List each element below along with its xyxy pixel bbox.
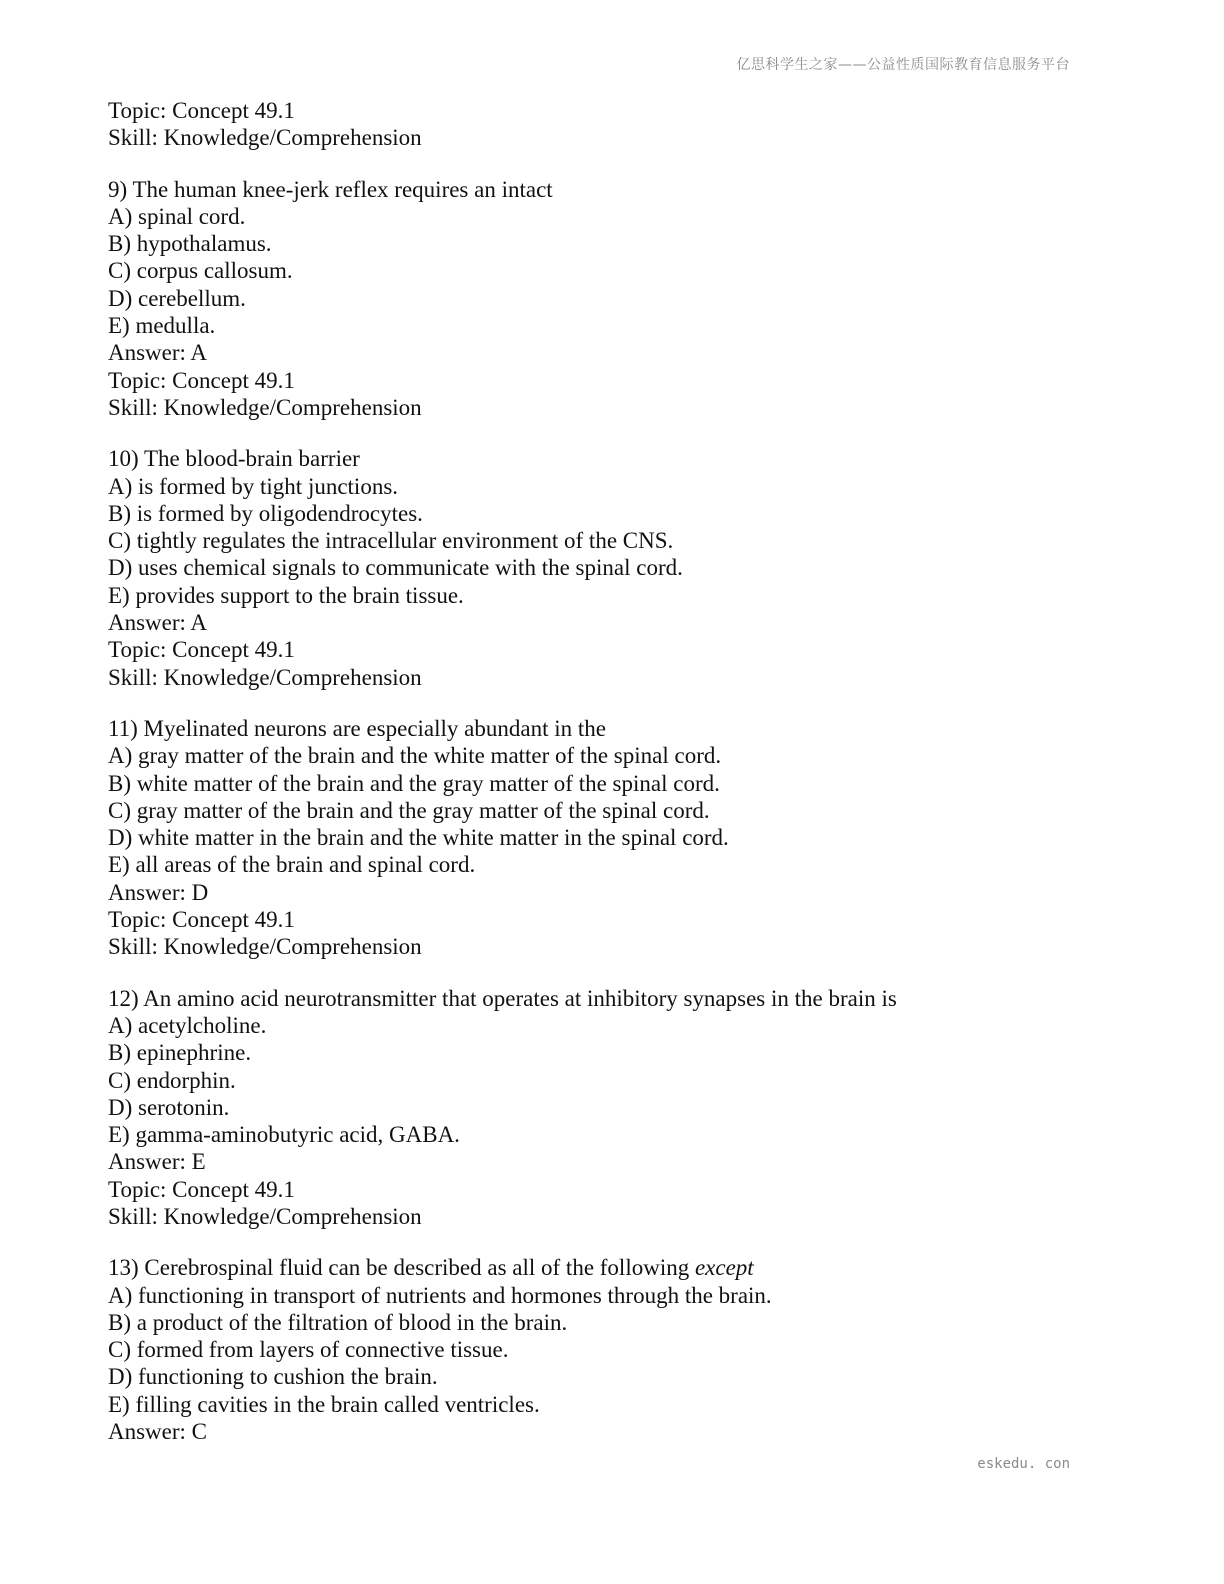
option-c: C) tightly regulates the intracellular environment of the CNS.	[108, 528, 674, 554]
option-b: B) is formed by oligodendrocytes.	[108, 500, 423, 526]
answer-line: Answer: E	[108, 1149, 206, 1175]
option-b: B) hypothalamus.	[108, 231, 272, 257]
question-11	[108, 715, 1108, 961]
answer-line: Answer: D	[108, 879, 209, 905]
option-d: D) uses chemical signals to communicate with the spinal cord.	[108, 555, 683, 581]
option-a: A) gray matter of the brain and the white matter of the spinal cord.	[108, 743, 722, 769]
question-13	[108, 1254, 1108, 1445]
option-c: C) endorphin.	[108, 1067, 236, 1093]
question-stem: 11) Myelinated neurons are especially abundant in the	[108, 715, 606, 741]
question-12	[108, 985, 1108, 1231]
option-b: B) a product of the filtration of blood in the brain.	[108, 1309, 568, 1335]
skill-line: Skill: Knowledge/Comprehension	[108, 664, 422, 690]
answer-line: Answer: A	[108, 340, 208, 366]
option-d: D) serotonin.	[108, 1094, 230, 1120]
question-stem: 10) The blood-brain barrier	[108, 446, 360, 472]
option-e: E) provides support to the brain tissue.	[108, 582, 464, 608]
option-e: E) all areas of the brain and spinal cord.	[108, 852, 476, 878]
header-watermark: 亿思科学生之家——公益性质国际教育信息服务平台	[736, 57, 1070, 73]
option-e: E) gamma-aminobutyric acid, GABA.	[108, 1122, 460, 1148]
document-body	[108, 97, 1108, 1445]
option-b: B) white matter of the brain and the gray matter of the spinal cord.	[108, 770, 720, 796]
question-10	[108, 445, 1108, 691]
topic-line: Topic: Concept 49.1	[108, 1176, 295, 1202]
skill-line: Skill: Knowledge/Comprehension	[108, 394, 422, 420]
option-d: D) white matter in the brain and the white matter in the spinal cord.	[108, 825, 729, 851]
question-stem	[108, 1254, 1108, 1281]
footer-watermark: eskedu. con	[977, 1456, 1070, 1472]
intro-block	[108, 97, 1108, 152]
option-b: B) epinephrine.	[108, 1040, 252, 1066]
option-c: C) corpus callosum.	[108, 258, 293, 284]
skill-line: Skill: Knowledge/Comprehension	[108, 125, 422, 151]
topic-line: Topic: Concept 49.1	[108, 367, 295, 393]
question-stem-text: 13) Cerebrospinal fluid can be described as all of the following	[108, 1255, 690, 1281]
question-stem: 12) An amino acid neurotransmitter that operates at inhibitory synapses in the brain is	[108, 985, 897, 1011]
option-c: C) formed from layers of connective tissue.	[108, 1337, 509, 1363]
topic-line: Topic: Concept 49.1	[108, 98, 295, 123]
option-d: D) functioning to cushion the brain.	[108, 1364, 438, 1390]
option-a: A) acetylcholine.	[108, 1012, 267, 1038]
question-stem-emphasis: except	[694, 1255, 754, 1281]
question-stem: 9) The human knee-jerk reflex requires an intact	[108, 176, 553, 202]
option-a: A) functioning in transport of nutrients and hormones through the brain.	[108, 1282, 772, 1308]
answer-line: Answer: C	[108, 1419, 208, 1445]
option-a: A) spinal cord.	[108, 203, 246, 229]
option-d: D) cerebellum.	[108, 285, 246, 311]
skill-line: Skill: Knowledge/Comprehension	[108, 934, 422, 960]
topic-line: Topic: Concept 49.1	[108, 637, 295, 663]
option-c: C) gray matter of the brain and the gray matter of the spinal cord.	[108, 797, 710, 823]
option-a: A) is formed by tight junctions.	[108, 473, 399, 499]
option-e: E) medulla.	[108, 313, 216, 339]
topic-line: Topic: Concept 49.1	[108, 907, 295, 933]
question-9	[108, 176, 1108, 422]
option-e: E) filling cavities in the brain called ventricles.	[108, 1391, 540, 1417]
skill-line: Skill: Knowledge/Comprehension	[108, 1203, 422, 1229]
answer-line: Answer: A	[108, 610, 208, 636]
